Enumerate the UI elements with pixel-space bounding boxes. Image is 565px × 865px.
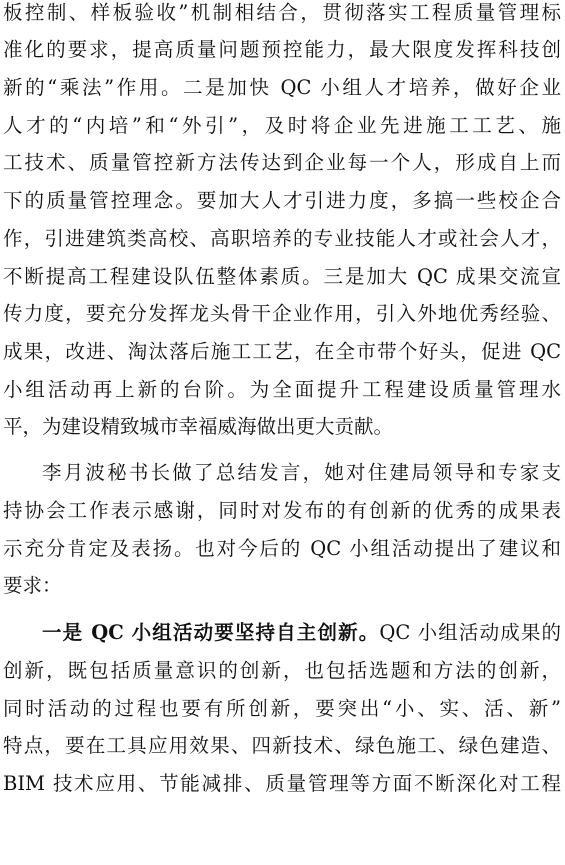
p3-bold-heading: 一是 QC 小组活动要坚持自主创新。 bbox=[42, 621, 380, 644]
p1-line-1: 板控制、样板验收”机制相结合，贯彻落实工程质量管理标 bbox=[3, 1, 561, 24]
p3-line-3: 同时活动的过程也要有所创新，要突出“小、实、活、新” bbox=[3, 697, 561, 720]
p3-line-1 bbox=[42, 618, 561, 648]
p2-line-2: 持协会工作表示感谢，同时对发布的有创新的优秀的成果表 bbox=[3, 499, 561, 522]
p1-line-12: 平，为建设精致城市幸福威海做出更大贡献。 bbox=[3, 415, 394, 438]
p1-line-11: 小组活动再上新的台阶。为全面提升工程建设质量管理水 bbox=[3, 378, 561, 401]
p1-line-6: 下的质量管控理念。要加大人才引进力度，多搞一些校企合 bbox=[3, 189, 561, 212]
p1-line-3: 新的“乘法”作用。二是加快 QC 小组人才培养，做好企业 bbox=[3, 76, 561, 99]
p1-line-9: 传力度，要充分发挥龙头骨干企业作用，引入外地优秀经验、 bbox=[3, 302, 561, 325]
p1-line-7: 作，引进建筑类高校、高职培养的专业技能人才或社会人才， bbox=[3, 227, 561, 250]
p1-line-8: 不断提高工程建设队伍整体素质。三是加大 QC 成果交流宣 bbox=[3, 265, 561, 288]
p3-line-5: BIM 技术应用、节能减排、质量管理等方面不断深化对工程 bbox=[3, 772, 561, 795]
p2-line-1: 李月波秘书长做了总结发言，她对住建局领导和专家支 bbox=[42, 461, 561, 484]
p2-line-4: 要求： bbox=[3, 574, 62, 597]
p1-line-5: 工技术、质量管控新方法传达到企业每一个人，形成自上而 bbox=[3, 151, 561, 174]
p3-line-1-rest: QC 小组活动成果的 bbox=[379, 621, 561, 644]
p2-line-3: 示充分肯定及表扬。也对今后的 QC 小组活动提出了建议和 bbox=[3, 537, 561, 560]
p1-line-4: 人才的“内培”和“外引”，及时将企业先进施工工艺、施 bbox=[3, 114, 561, 137]
p3-line-2: 创新，既包括质量意识的创新，也包括选题和方法的创新， bbox=[3, 659, 561, 682]
p1-line-10: 成果，改进、淘汰落后施工工艺，在全市带个好头，促进 QC bbox=[3, 340, 561, 363]
p3-line-4: 特点，要在工具应用效果、四新技术、绿色施工、绿色建造、 bbox=[3, 734, 561, 757]
p1-line-2: 准化的要求，提高质量问题预控能力，最大限度发挥科技创 bbox=[3, 38, 561, 61]
